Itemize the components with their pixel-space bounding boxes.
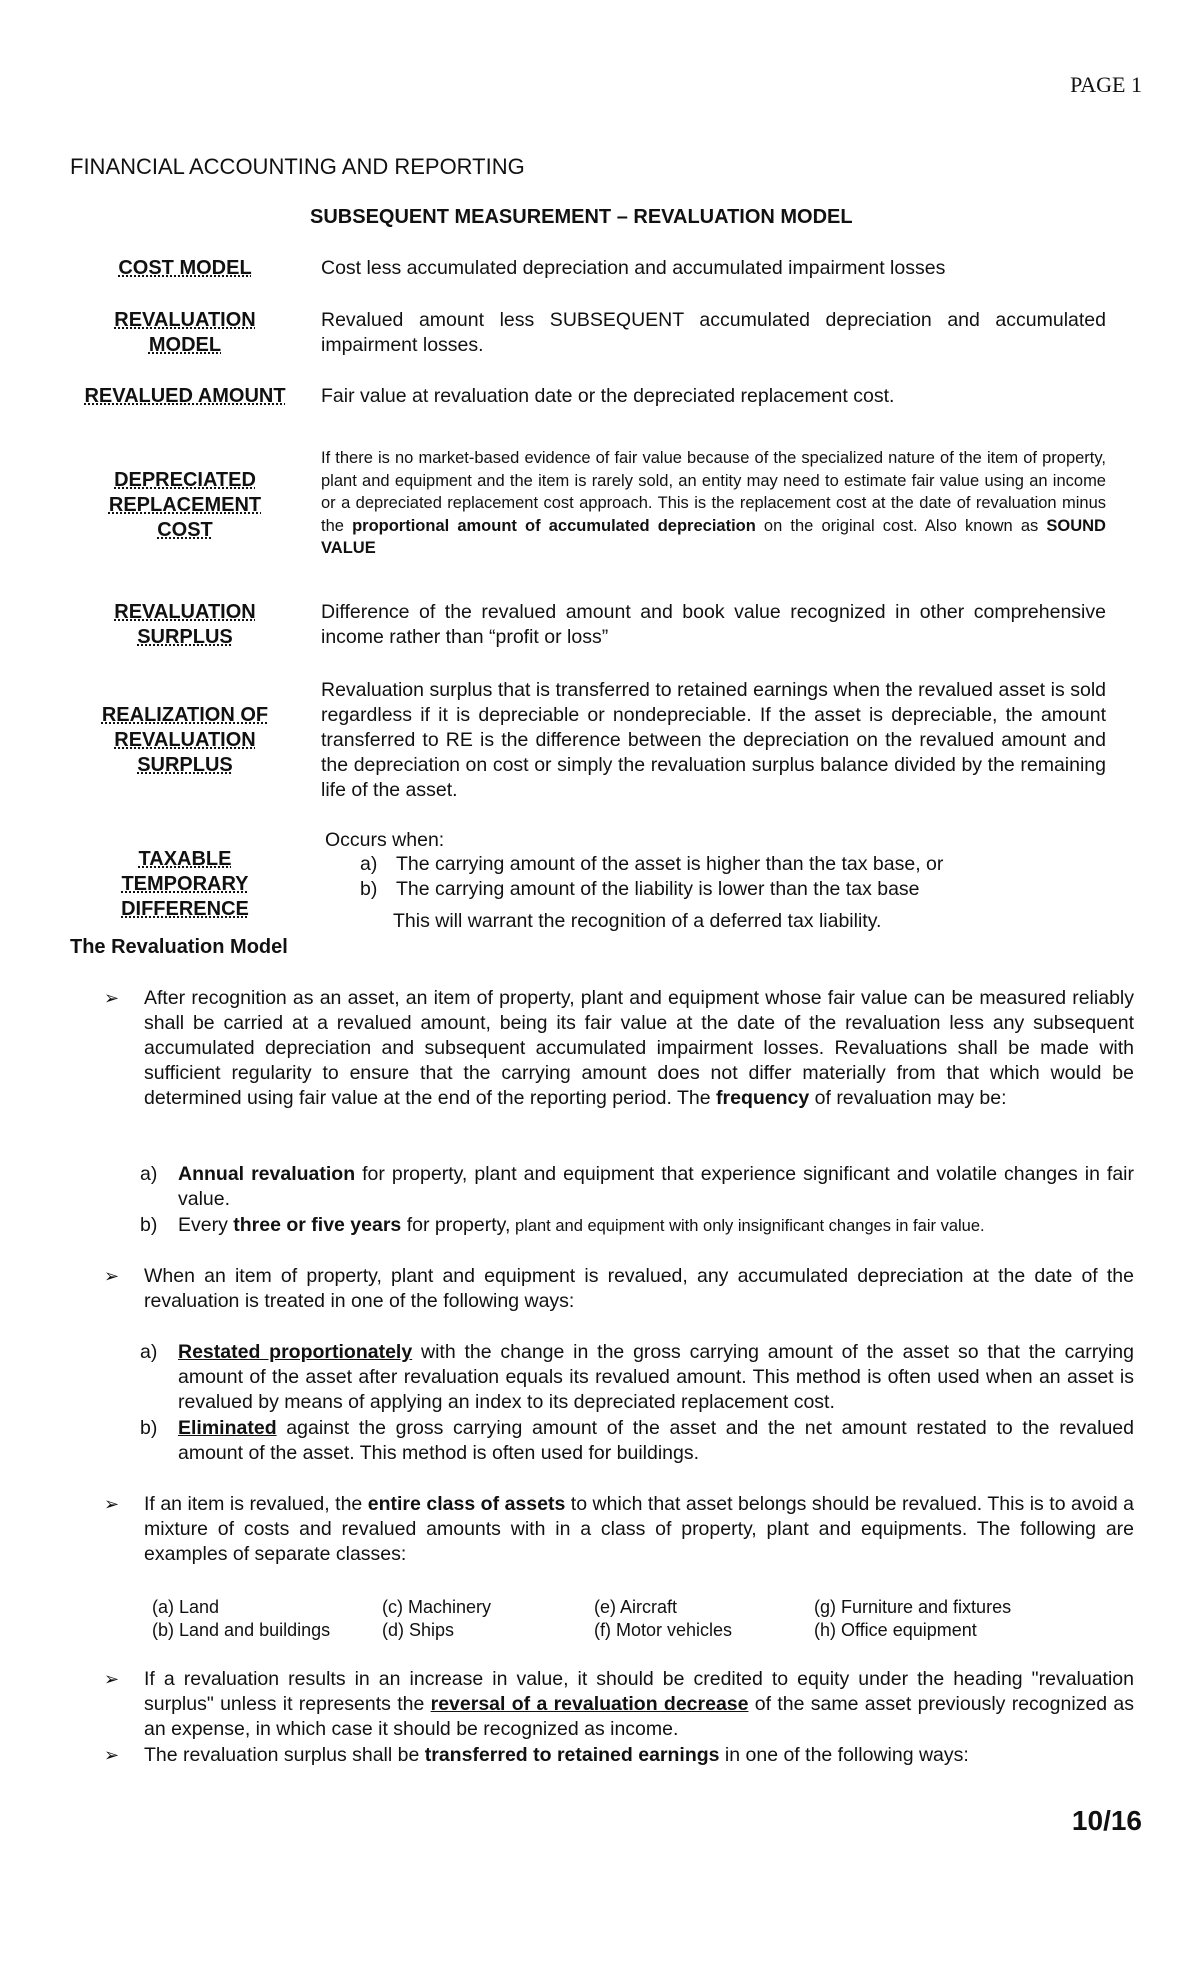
definition-realization-of-revaluation-surplus: Revaluation surplus that is transferred to retained earnings when the revalued asset is sold regardless if it is depreciable or nondepreciable. If the asset is depreciable, the amount transferred to RE is the difference between the depreciation on the revalued amount and the depreciation on cost or simply the revaluation surplus balance divided by the remaining life of the asset. (321, 679, 1106, 801)
term-revalued-amount: REVALUED AMOUNT (84, 385, 286, 407)
definition-cost-model: Cost less accumulated depreciation and accumulated impairment losses (321, 257, 946, 279)
bullet-frequency: ➢ After recognition as an asset, an item of property, plant and equipment whose fair value can be measured reliably shall be carried at a revalued amount, being its fair value at the date of the revaluation less any subsequent accumulated depreciation and subsequent accumulated impairment losses. Revaluations shall be made with sufficient regularity to ensure that the carrying amount does not differ materially from that which would be determined using fair value at the end of the reporting period. The frequency of revaluation may be: (104, 987, 1134, 1109)
page-label: PAGE 1 (1070, 72, 1142, 97)
arrow-bullet-icon: ➢ (104, 1669, 120, 1689)
list-item: (h) Office equipment (814, 1620, 977, 1640)
page-counter: 10/16 (1071, 1805, 1142, 1836)
list-item: (f) Motor vehicles (594, 1620, 733, 1640)
arrow-bullet-icon: ➢ (104, 1266, 120, 1286)
definition-revalued-amount: Fair value at revaluation date or the depreciated replacement cost. (321, 385, 895, 407)
arrow-bullet-icon: ➢ (104, 1494, 120, 1514)
bullet-transfer-retained-earnings: ➢ The revaluation surplus shall be transferred to retained earnings in one of the following ways: (104, 1744, 969, 1766)
deferred-tax-note: This will warrant the recognition of a deferred tax liability. (393, 910, 882, 932)
frequency-item-three-five-years: b) Every three or five years for property, plant and equipment with only insignificant changes in fair value. (140, 1214, 985, 1236)
list-item: b) The carrying amount of the liability is lower than the tax base (360, 878, 920, 900)
list-item: a) The carrying amount of the asset is higher than the tax base, or (360, 853, 944, 875)
definition-revaluation-model: Revalued amount less SUBSEQUENT accumulated depreciation and accumulated impairment losses. (321, 309, 1106, 356)
definition-depreciated-replacement-cost: If there is no market-based evidence of fair value because of the specialized nature of the item of property, plant and equipment and the item is rarely sold, an entity may need to estimate fair value using an income or a depreciated replacement cost approach. This is the replacement cost at the date of revaluation minus the proportional amount of accumulated depreciation on the original cost. Also known as SOUND VALUE (321, 449, 1106, 557)
definition-revaluation-surplus: Difference of the revalued amount and book value recognized in other comprehensive income rather than “profit or loss” (321, 601, 1106, 648)
method-item-eliminated: b) Eliminated against the gross carrying amount of the asset and the net amount restated to the revalued amount of the asset. This method is often used for buildings. (140, 1417, 1134, 1464)
term-realization-of-revaluation-surplus: REALIZATION OF REVALUATION SURPLUS (101, 704, 269, 776)
list-item: (e) Aircraft (594, 1597, 678, 1617)
list-item: (b) Land and buildings (152, 1620, 331, 1640)
list-item: (d) Ships (382, 1620, 455, 1640)
occurs-list (360, 852, 943, 902)
frequency-item-annual: a) Annual revaluation for property, plant and equipment that experience significant and volatile changes in fair value. (140, 1163, 1135, 1210)
list-item: (c) Machinery (382, 1597, 492, 1617)
bullet-entire-class: ➢ If an item is revalued, the entire class of assets to which that asset belongs should be revalued. This is to avoid a mixture of costs and revalued amounts with in a class of property, plant and equipments. The following are examples of separate classes: (104, 1493, 1135, 1565)
bullet-accumulated-depreciation: ➢ When an item of property, plant and equipment is revalued, any accumulated depreciation at the date of the revaluation is treated in one of the following ways: (104, 1265, 1134, 1312)
arrow-bullet-icon: ➢ (104, 1745, 120, 1765)
revaluation-model-heading: The Revaluation Model (70, 936, 288, 958)
term-revaluation-surplus: REVALUATION SURPLUS (114, 601, 256, 648)
course-title: FINANCIAL ACCOUNTING AND REPORTING (70, 154, 525, 179)
bullet-revaluation-increase: ➢ If a revaluation results in an increase in value, it should be credited to equity under the heading "revaluation surplus" unless it represents the reversal of a revaluation decrease of the same asset previously recognized as an expense, in which case it should be recognized as income. (104, 1668, 1134, 1740)
term-revaluation-model: REVALUATION MODEL (114, 309, 256, 356)
list-item: (g) Furniture and fixtures (814, 1597, 1012, 1617)
occurs-when-label: Occurs when: (325, 829, 445, 851)
arrow-bullet-icon: ➢ (104, 988, 120, 1008)
term-cost-model: COST MODEL (118, 257, 252, 279)
list-item: (a) Land (152, 1597, 220, 1617)
term-taxable-temporary-difference: TAXABLE TEMPORARY DIFFERENCE (121, 848, 249, 920)
method-item-restated: a) Restated proportionately with the change in the gross carrying amount of the asset so that the carrying amount of the asset after revaluation equals its revalued amount. This method is often used when an asset is revalued by means of applying an index to its depreciated replacement cost. (140, 1341, 1134, 1413)
term-depreciated-replacement-cost: DEPRECIATED REPLACEMENT COST (108, 469, 262, 541)
section-title: SUBSEQUENT MEASUREMENT – REVALUATION MODEL (310, 206, 853, 228)
